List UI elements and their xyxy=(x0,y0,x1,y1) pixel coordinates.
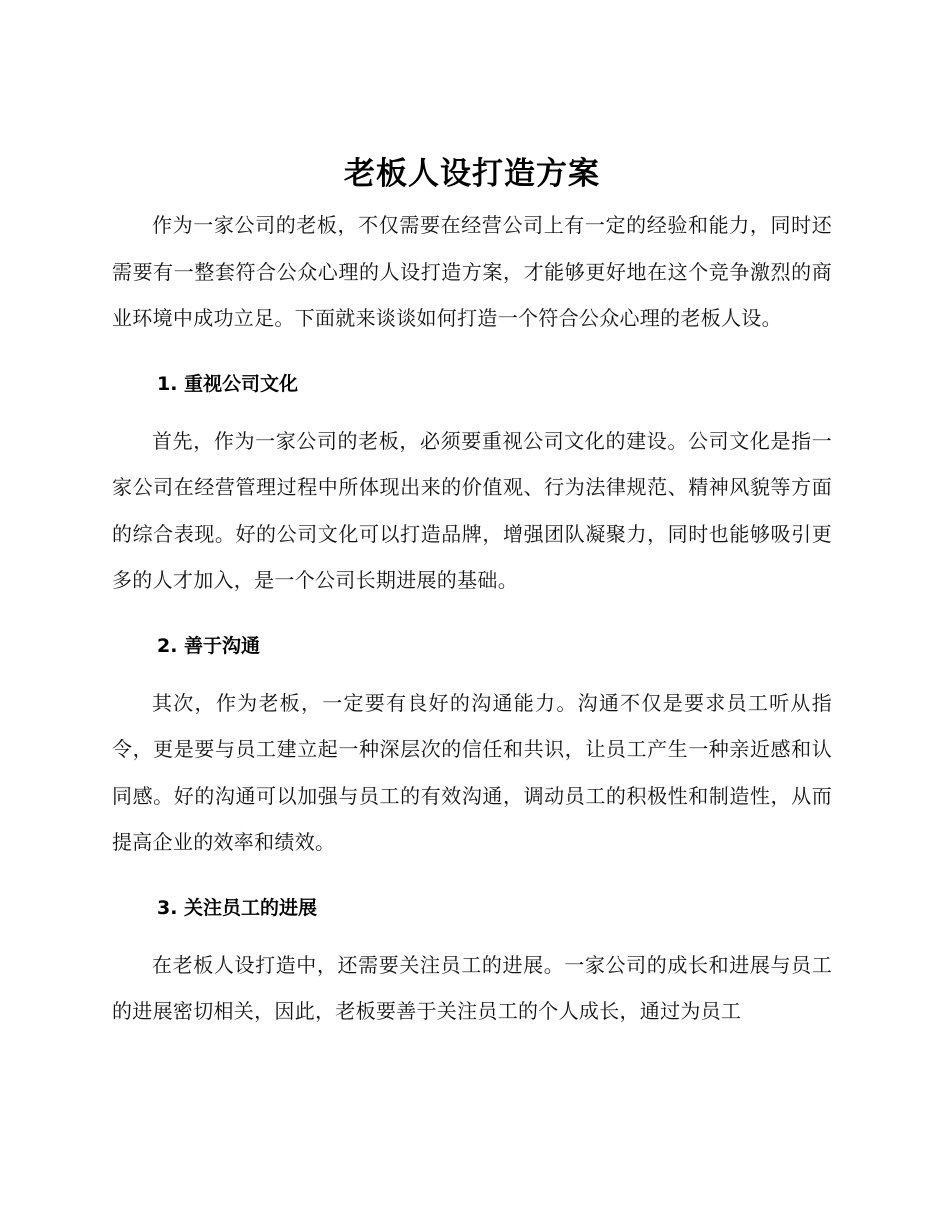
section-body-culture: 首先，作为一家公司的老板，必须要重视公司文化的建设。公司文化是指一家公司在经营管理过程中所体现出来的价值观、行为法律规范、精神风貌等方面的综合表现。好的公司文化可以打造品牌，增强团队凝聚力，同时也能够吸引更多的人才加入，是一个公司长期进展的基础。 xyxy=(112,428,832,592)
intro-paragraph: 作为一家公司的老板，不仅需要在经营公司上有一定的经验和能力，同时还需要有一整套符合公众心理的人设打造方案，才能够更好地在这个竞争激烈的商业环境中成功立足。下面就来谈谈如何打造一个符合公众心理的老板人设。 xyxy=(112,213,832,330)
section-heading-communication: 2. 善于沟通 xyxy=(157,634,261,657)
section-heading-employee-development: 3. 关注员工的进展 xyxy=(157,896,318,919)
document-title: 老板人设打造方案 xyxy=(344,156,600,192)
section-heading-culture: 1. 重视公司文化 xyxy=(157,372,299,395)
section-body-communication: 其次，作为老板，一定要有良好的沟通能力。沟通不仅是要求员工听从指令，更是要与员工建立起一种深层次的信任和共识，让员工产生一种亲近感和认同感。好的沟通可以加强与员工的有效沟通，调动员工的积极性和制造性，从而提高企业的效率和绩效。 xyxy=(112,690,832,854)
document-content xyxy=(112,148,832,1035)
section-body-employee-development: 在老板人设打造中，还需要关注员工的进展。一家公司的成长和进展与员工的进展密切相关，因此，老板要善于关注员工的个人成长，通过为员工 xyxy=(112,952,832,1023)
